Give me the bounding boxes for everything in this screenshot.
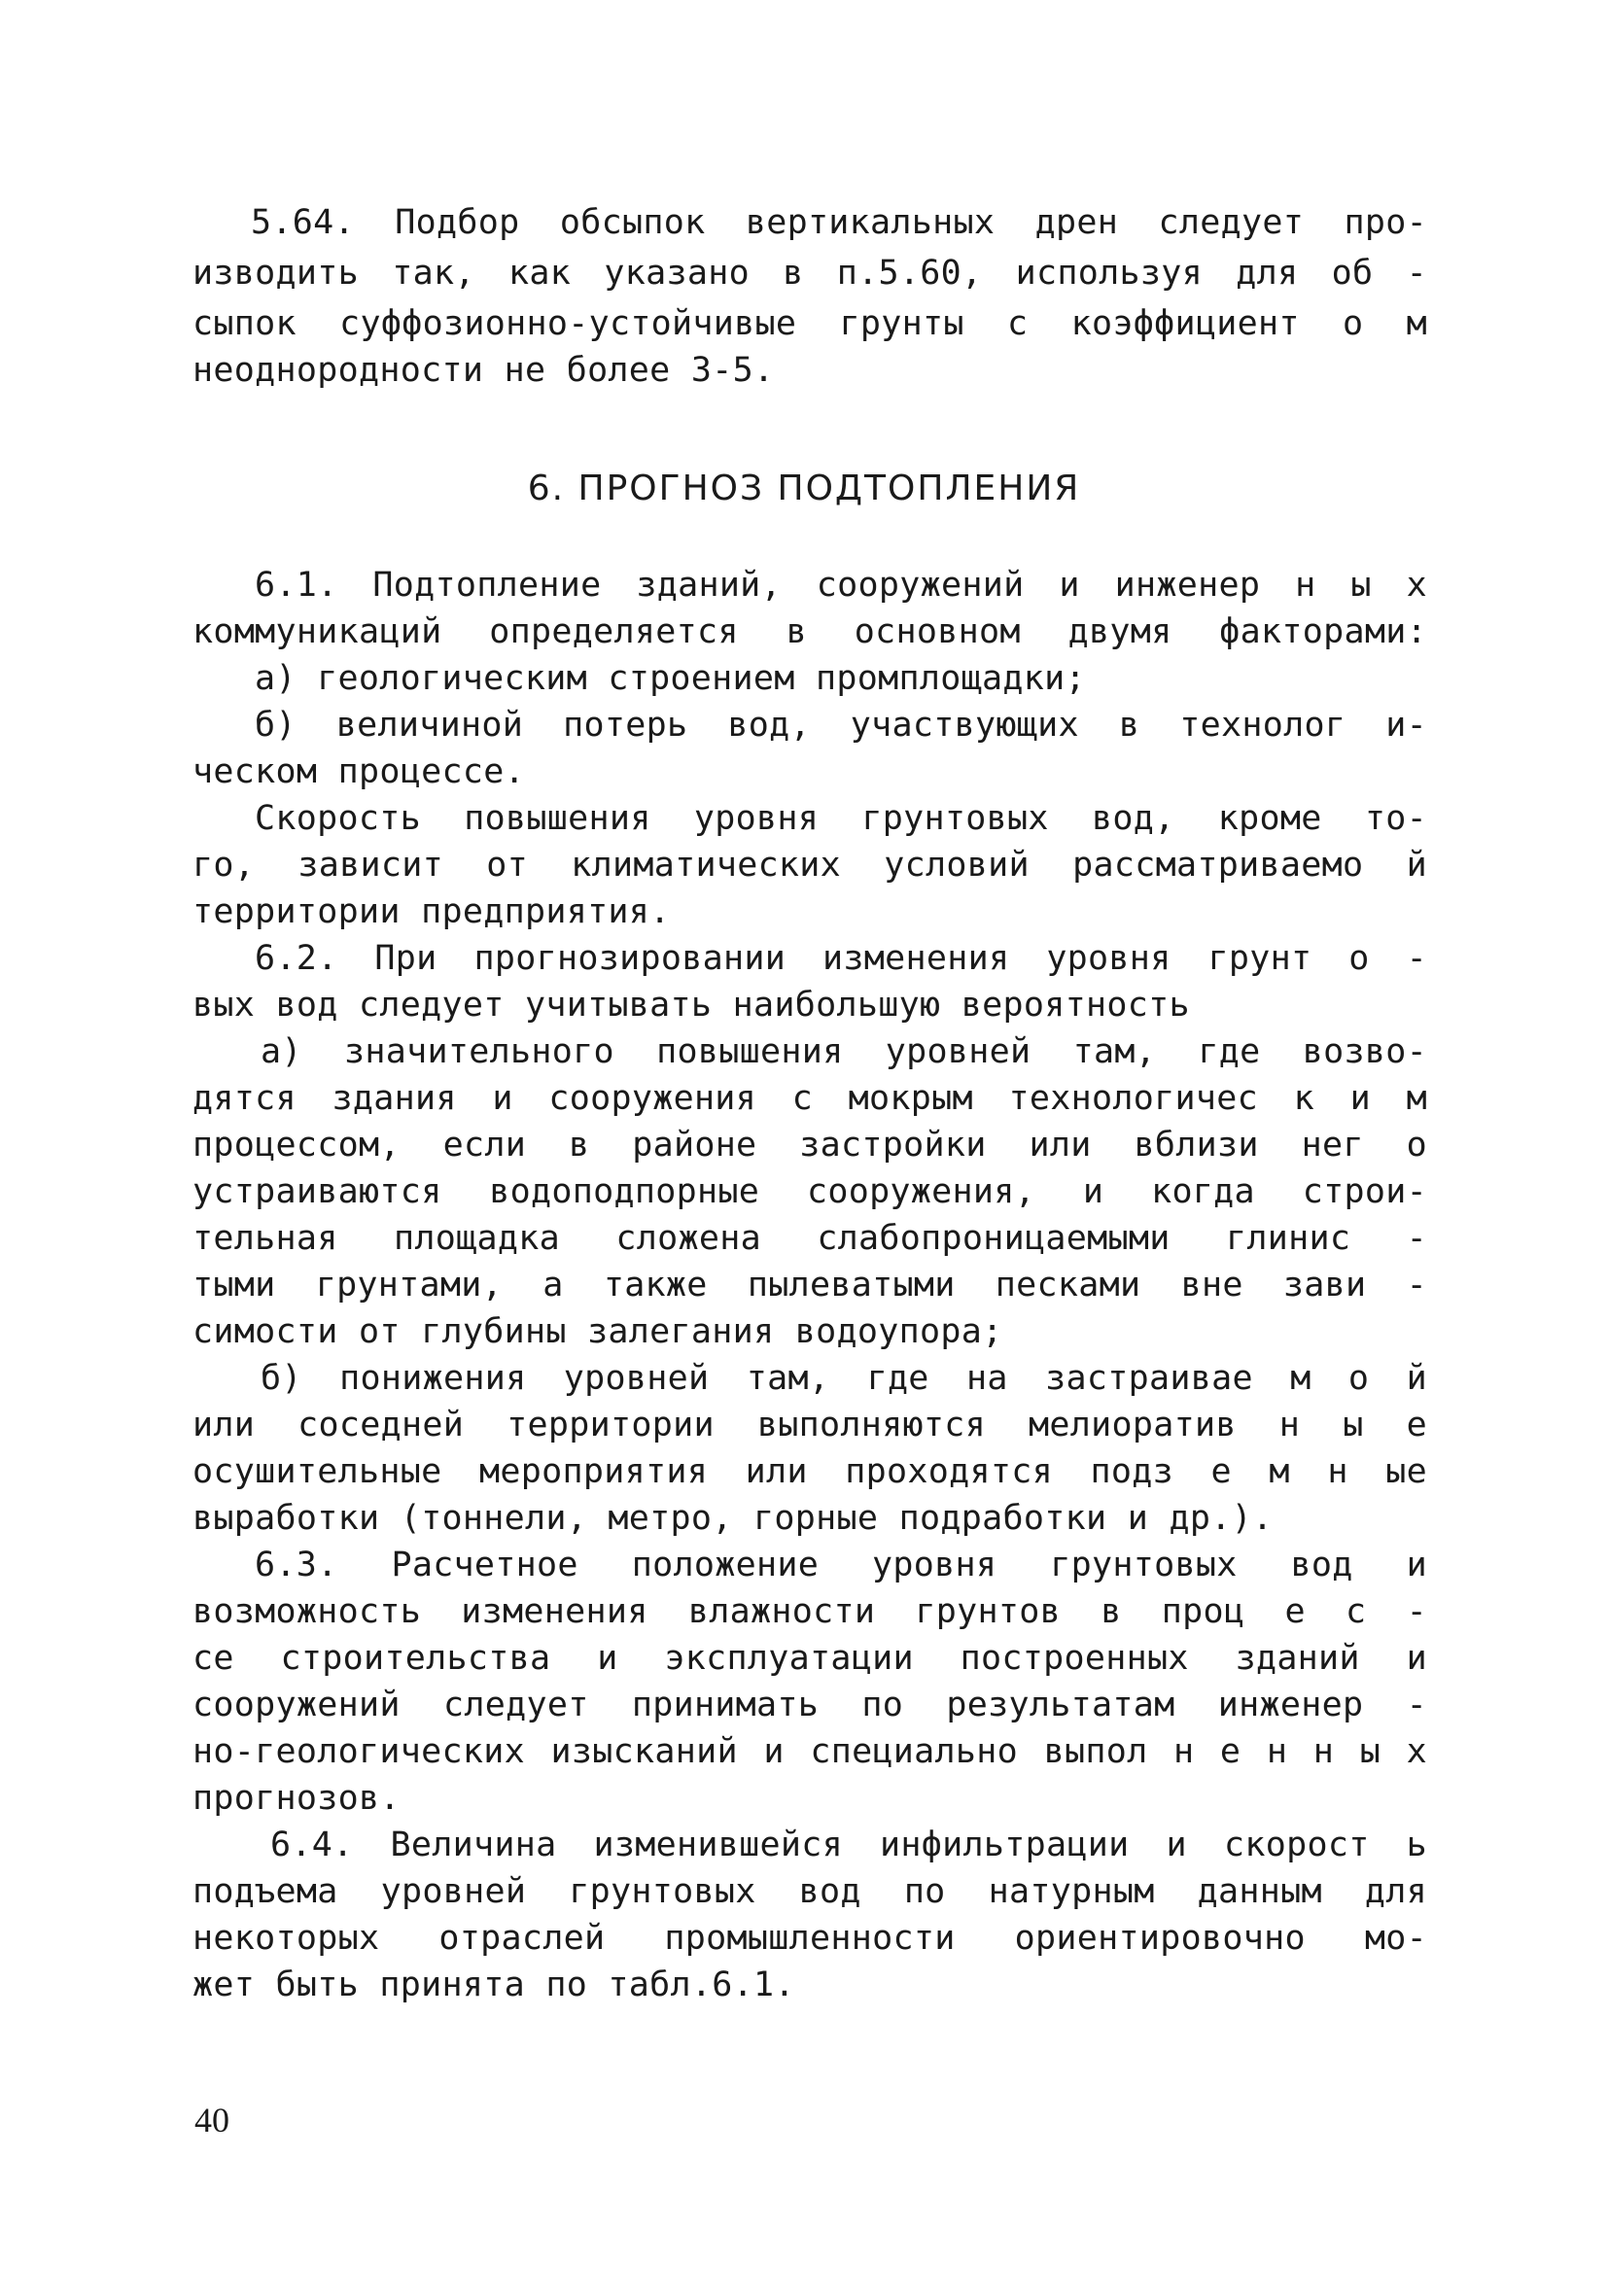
paragraph-6-2-line: симости от глубины залегания водоупора; bbox=[192, 1312, 1003, 1351]
paragraph-6-2-line: б) понижения уровней там, где на застраивае м о й bbox=[261, 1359, 1427, 1398]
paragraph-6-3-line: сооружений следует принимать по результатам инженер - bbox=[192, 1686, 1427, 1724]
paragraph-6-1-line: ческом процессе. bbox=[192, 752, 525, 791]
paragraph-6-1-line: Скорость повышения уровня грунтовых вод, кроме то- bbox=[255, 799, 1427, 838]
paragraph-6-1-line: 6.1. Подтопление зданий, сооружений и инженер н ы х bbox=[255, 566, 1427, 605]
paragraph-6-2-line: или соседней территории выполняются мелиоратив н ы е bbox=[192, 1406, 1427, 1444]
paragraph-6-4-line: подъема уровней грунтовых вод по натурным данным для bbox=[192, 1872, 1427, 1911]
paragraph-5-64-line: 5.64. Подбор обсыпок вертикальных дрен следует про- bbox=[251, 203, 1427, 242]
paragraph-6-2-line: дятся здания и сооружения с мокрым технологичес к и м bbox=[192, 1079, 1427, 1118]
paragraph-6-4-line: некоторых отраслей промышленности ориентировочно мо- bbox=[192, 1919, 1427, 1958]
paragraph-6-2-line: процессом, если в районе застройки или вблизи нег о bbox=[192, 1126, 1427, 1165]
paragraph-6-2-line: тыми грунтами, а также пылеватыми песками вне зави - bbox=[192, 1266, 1427, 1305]
paragraph-6-2-line: а) значительного повышения уровней там, где возво- bbox=[261, 1032, 1427, 1071]
paragraph-6-3-line: возможность изменения влажности грунтов в проц е с - bbox=[192, 1592, 1427, 1631]
paragraph-6-3-line: 6.3. Расчетное положение уровня грунтовых вод и bbox=[255, 1546, 1427, 1584]
paragraph-5-64-line: сыпок суффозионно-устойчивые грунты с коэффициент о м bbox=[192, 304, 1427, 343]
paragraph-6-2-line: вых вод следует учитывать наибольшую вероятность bbox=[192, 986, 1190, 1025]
paragraph-6-1-line: го, зависит от климатических условий рассматриваемо й bbox=[192, 846, 1427, 885]
paragraph-6-3-line: но-геологических изысканий и специально выпол н е н н ы х bbox=[192, 1732, 1427, 1771]
paragraph-6-1-line: б) величиной потерь вод, участвующих в технолог и- bbox=[255, 706, 1427, 745]
section-heading: 6. ПРОГНОЗ ПОДТОПЛЕНИЯ bbox=[527, 469, 1081, 508]
page-number: 40 bbox=[194, 2101, 229, 2139]
paragraph-6-3-line: прогнозов. bbox=[192, 1779, 401, 1818]
paragraph-6-4-line: 6.4. Величина изменившейся инфильтрации и скорост ь bbox=[270, 1826, 1427, 1864]
paragraph-6-1-line: коммуникаций определяется в основном двумя факторами: bbox=[192, 612, 1427, 651]
paragraph-5-64-line: неоднородности не более 3-5. bbox=[192, 351, 775, 390]
paragraph-6-2-line: осушительные мероприятия или проходятся подз е м н ые bbox=[192, 1452, 1427, 1491]
paragraph-6-2-line: тельная площадка сложена слабопроницаемыми глинис - bbox=[192, 1219, 1427, 1258]
paragraph-6-2-line: 6.2. При прогнозировании изменения уровня грунт о - bbox=[255, 939, 1427, 978]
paragraph-6-1-line: территории предприятия. bbox=[192, 892, 671, 931]
paragraph-6-2-line: устраиваются водоподпорные сооружения, и когда строи- bbox=[192, 1172, 1427, 1211]
paragraph-6-1-line: а) геологическим строением промплощадки; bbox=[255, 659, 1086, 698]
paragraph-6-2-line: выработки (тоннели, метро, горные подработки и др.). bbox=[192, 1499, 1274, 1538]
paragraph-5-64-line: изводить так, как указано в п.5.60, используя для об - bbox=[192, 254, 1427, 293]
paragraph-6-4-line: жет быть принята по табл.6.1. bbox=[192, 1966, 795, 2004]
paragraph-6-3-line: се строительства и эксплуатации построенных зданий и bbox=[192, 1639, 1427, 1678]
